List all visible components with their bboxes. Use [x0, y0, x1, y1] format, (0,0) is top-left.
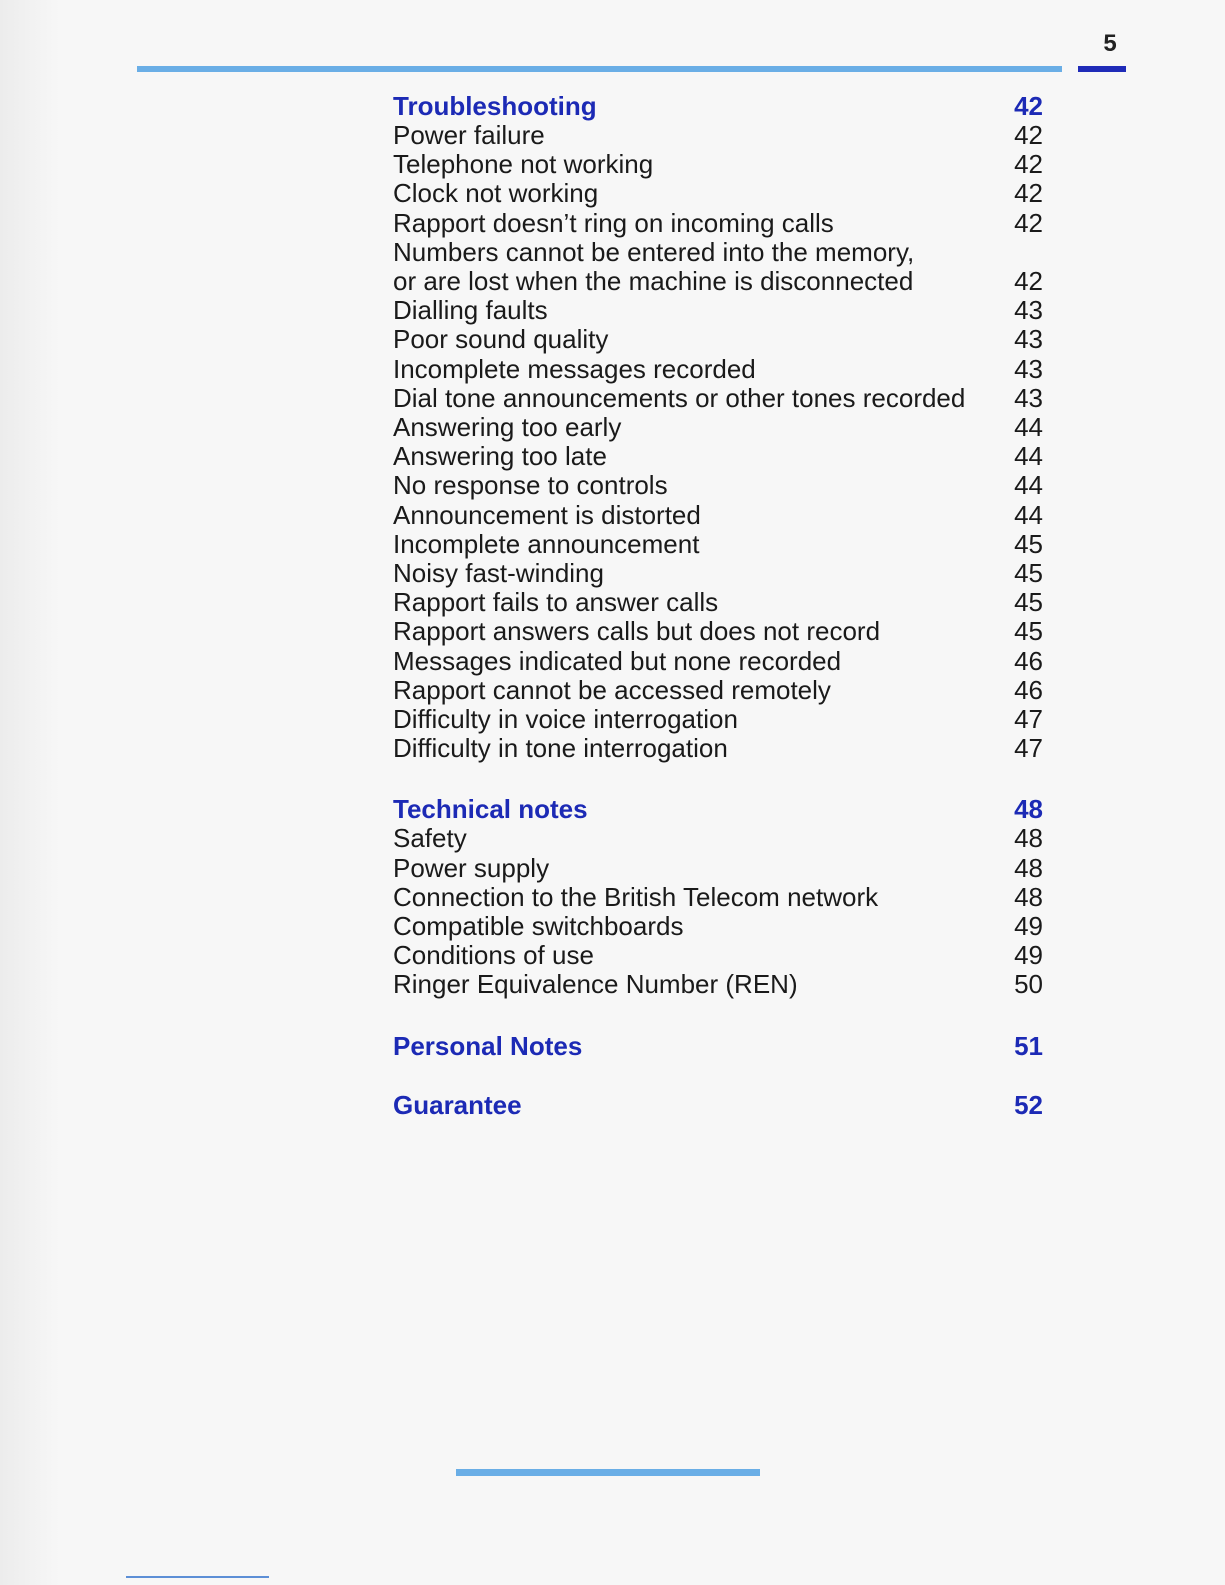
entry-label: Power supply	[393, 852, 550, 883]
page-shadow	[0, 0, 60, 1585]
entry-label: Rapport doesn’t ring on incoming calls	[393, 207, 834, 238]
entry-page: 49	[1014, 911, 1043, 942]
entry-label: Power failure	[393, 120, 545, 150]
entry-page: 42	[1014, 120, 1043, 150]
entry-label: Telephone not working	[393, 149, 654, 180]
toc-entry[interactable]	[393, 647, 1043, 676]
entry-page: 47	[1014, 704, 1043, 735]
entry-label: Difficulty in tone interrogation	[393, 733, 728, 764]
toc-entry-line1[interactable]	[393, 238, 1043, 267]
entry-label: No response to controls	[393, 470, 668, 501]
toc-entry[interactable]	[393, 734, 1043, 763]
section-page: 42	[1014, 91, 1043, 121]
entry-label: Compatible switchboards	[393, 911, 684, 942]
page-number-underline	[1078, 66, 1126, 72]
entry-page: 46	[1014, 645, 1043, 676]
entry-label: Conditions of use	[393, 940, 594, 971]
section-spacer	[393, 1061, 1043, 1090]
entry-label: Announcement is distorted	[393, 499, 701, 530]
section-technical-notes	[393, 794, 1043, 999]
entry-label: Dialling faults	[393, 295, 548, 326]
section-page: 51	[1014, 1030, 1043, 1061]
entry-page: 42	[1014, 149, 1043, 180]
entry-page: 42	[1014, 207, 1043, 238]
toc-entry[interactable]	[393, 384, 1043, 413]
toc-entry[interactable]	[393, 617, 1043, 646]
toc-entry[interactable]	[393, 676, 1043, 705]
section-heading[interactable]	[393, 1031, 1043, 1061]
entry-label: Rapport cannot be accessed remotely	[393, 674, 831, 705]
entry-page: 48	[1014, 823, 1043, 854]
entry-page: 45	[1014, 616, 1043, 647]
toc-entry[interactable]	[393, 970, 1043, 999]
entry-page: 49	[1014, 940, 1043, 971]
toc-entry[interactable]	[393, 121, 1043, 150]
entry-label: Answering too early	[393, 412, 622, 443]
toc-entry[interactable]	[393, 883, 1043, 912]
entry-label: Dial tone announcements or other tones recorded	[393, 382, 966, 413]
section-page: 52	[1014, 1089, 1043, 1120]
section-troubleshooting	[393, 91, 1043, 763]
section-spacer	[393, 1000, 1043, 1031]
toc-entry[interactable]	[393, 824, 1043, 853]
entry-page: 43	[1014, 353, 1043, 384]
toc-entry-line2[interactable]	[393, 267, 1043, 296]
entry-label: Difficulty in voice interrogation	[393, 704, 738, 735]
toc-entry[interactable]	[393, 413, 1043, 442]
entry-page: 48	[1014, 852, 1043, 883]
section-personal-notes	[393, 1031, 1043, 1061]
page-number: 5	[1103, 30, 1117, 57]
toc-entry[interactable]	[393, 209, 1043, 238]
entry-label: Noisy fast-winding	[393, 558, 604, 589]
entry-page: 43	[1014, 382, 1043, 413]
toc-entry[interactable]	[393, 501, 1043, 530]
toc-entry[interactable]	[393, 150, 1043, 179]
toc-entry[interactable]	[393, 912, 1043, 941]
toc-entry[interactable]	[393, 854, 1043, 883]
toc-entry[interactable]	[393, 442, 1043, 471]
entry-page: 44	[1014, 470, 1043, 501]
entry-page: 45	[1014, 558, 1043, 589]
entry-page: 42	[1014, 178, 1043, 209]
section-heading[interactable]	[393, 1090, 1043, 1120]
entry-label: Poor sound quality	[393, 324, 609, 355]
entry-label: Messages indicated but none recorded	[393, 645, 842, 676]
section-title: Technical notes	[393, 794, 588, 825]
toc-entry[interactable]	[393, 179, 1043, 208]
entry-page: 45	[1014, 528, 1043, 559]
entry-label: Incomplete messages recorded	[393, 353, 756, 384]
toc-entry[interactable]	[393, 941, 1043, 970]
entry-page: 48	[1014, 881, 1043, 912]
section-title: Personal Notes	[393, 1030, 583, 1061]
entry-label: Ringer Equivalence Number (REN)	[393, 969, 798, 1000]
entry-page: 44	[1014, 441, 1043, 472]
entry-page: 42	[1014, 266, 1043, 297]
toc-entry[interactable]	[393, 355, 1043, 384]
entry-label: Safety	[393, 823, 467, 854]
entry-page: 47	[1014, 733, 1043, 764]
table-of-contents	[393, 91, 1043, 1120]
toc-entry[interactable]	[393, 530, 1043, 559]
toc-entry[interactable]	[393, 325, 1043, 354]
section-heading[interactable]	[393, 794, 1043, 824]
entry-label-continued: or are lost when the machine is disconnected	[393, 266, 914, 297]
entry-label: Numbers cannot be entered into the memory,	[393, 236, 915, 267]
entry-page: 43	[1014, 295, 1043, 326]
section-spacer	[393, 763, 1043, 794]
toc-entry[interactable]	[393, 705, 1043, 734]
entry-page: 45	[1014, 587, 1043, 618]
entry-label: Answering too late	[393, 441, 607, 472]
entry-page: 44	[1014, 412, 1043, 443]
entry-label: Clock not working	[393, 178, 599, 209]
section-title: Guarantee	[393, 1089, 522, 1120]
entry-page: 44	[1014, 499, 1043, 530]
entry-page: 46	[1014, 674, 1043, 705]
entry-page: 50	[1014, 969, 1043, 1000]
scan-edge-line	[126, 1576, 269, 1578]
section-title: Troubleshooting	[393, 91, 597, 121]
footer-rule	[456, 1469, 760, 1476]
section-page: 48	[1014, 794, 1043, 825]
entry-label: Connection to the British Telecom network	[393, 881, 879, 912]
toc-entry[interactable]	[393, 559, 1043, 588]
header-rule	[137, 66, 1062, 72]
toc-entry[interactable]	[393, 471, 1043, 500]
entry-page: 43	[1014, 324, 1043, 355]
toc-entry[interactable]	[393, 296, 1043, 325]
entry-label: Rapport answers calls but does not record	[393, 616, 881, 647]
section-guarantee	[393, 1090, 1043, 1120]
toc-entry[interactable]	[393, 588, 1043, 617]
section-heading[interactable]	[393, 91, 1043, 121]
entry-label: Rapport fails to answer calls	[393, 587, 719, 618]
entry-label: Incomplete announcement	[393, 528, 700, 559]
